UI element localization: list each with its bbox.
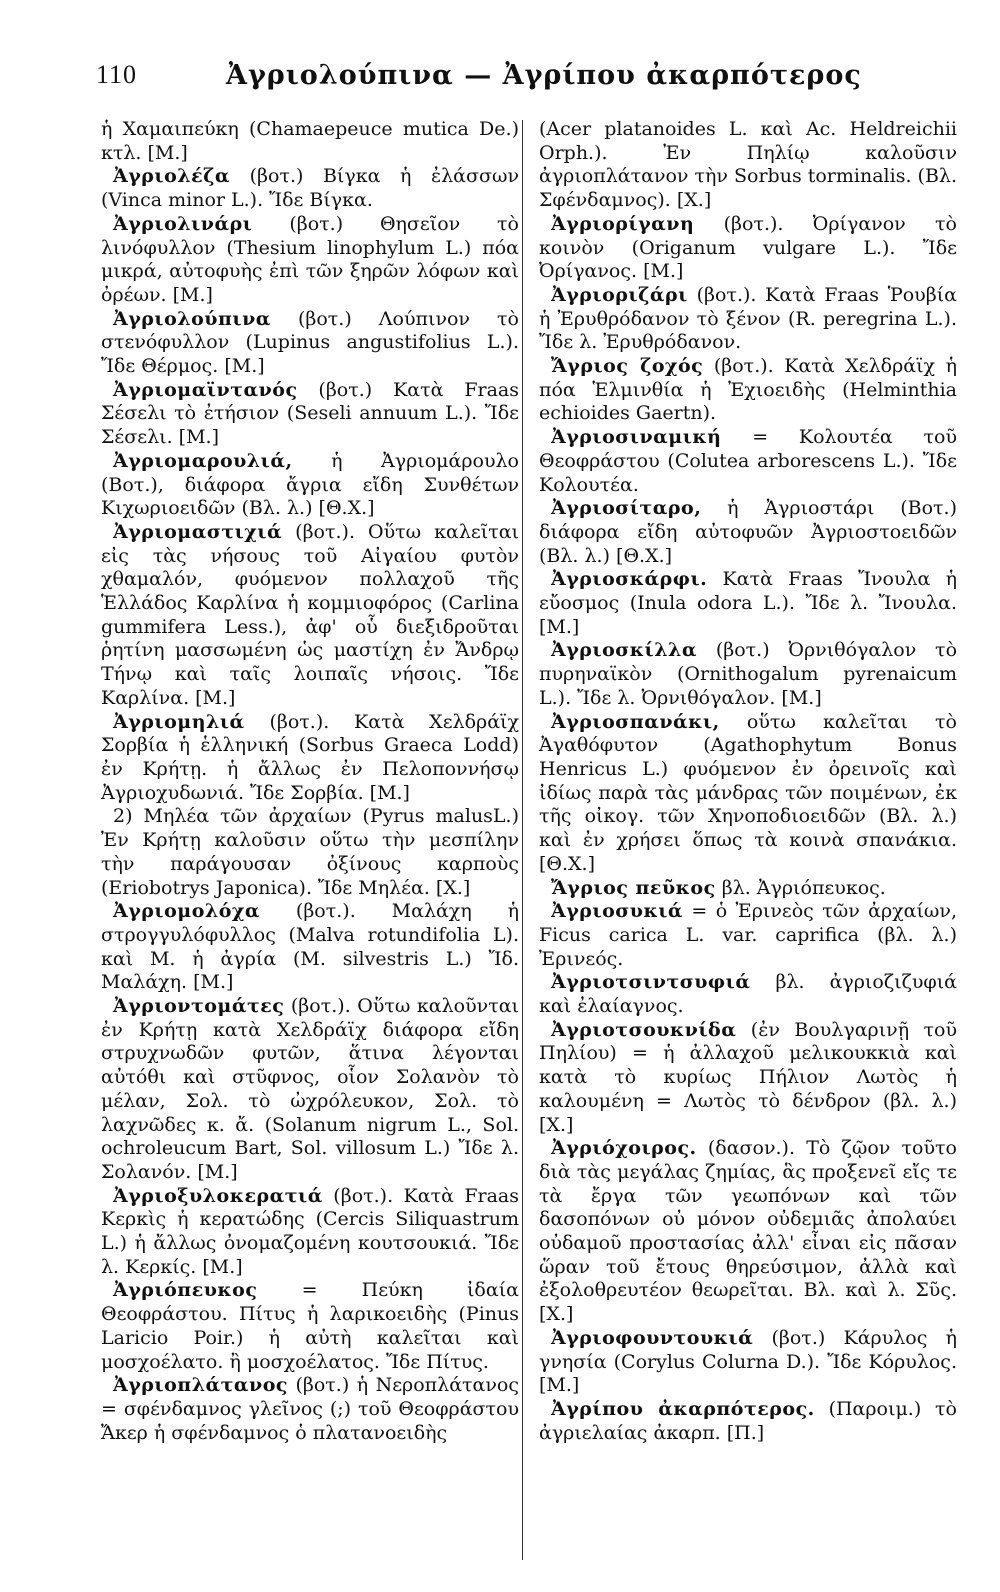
entry-text: ἡ Χαμαιπεύκη (Chamaepeuce mutica De.) κτλ. [Μ.] <box>101 118 519 164</box>
entry-text: = Πεύκη ἰδαία Θεοφράστου. Πίτυς ἡ λαρικοειδὴς (Pinus Laricio Poir.) ἡ αὐτὴ καλεῖται καὶ μοσχοέλατο. ἢ μοσχοέλατος. Ἴδε Πίτυς. <box>101 1279 519 1373</box>
dictionary-entry <box>101 213 519 308</box>
entry-headword: Ἀγριομαϊντανός <box>113 378 298 401</box>
dictionary-entry <box>101 308 519 379</box>
entry-headword: Ἀγριοσιναμική <box>551 426 722 449</box>
entry-text: (ἐν Βουλγαρινῇ τοῦ Πηλίου) = ἡ ἀλλαχοῦ μελικουκκιὰ καὶ κατὰ τὸ κυρίως Πήλιον Λωτὸς ἡ καλουμένη = Λωτὸς τὸ δένδρον (βλ. λ.) [Χ.] <box>539 1018 957 1136</box>
dictionary-entry <box>539 118 957 213</box>
dictionary-entry <box>539 284 957 355</box>
page-header <box>96 60 976 100</box>
entry-headword: Ἀγριοτσιντσυφιά <box>551 971 751 994</box>
dictionary-entry <box>539 355 957 426</box>
dictionary-entry <box>539 971 957 1018</box>
dictionary-entry <box>101 711 519 806</box>
entry-text: 2) Μηλέα τῶν ἀρχαίων (Pyrus malusL.) Ἐν Κρήτῃ καλοῦσιν οὕτω τὴν μεσπίλην τὴν παράγουσαν ὀξίνους καρποὺς (Eriobotrys Japonica). Ἴδε Μηλέα. [Χ.] <box>101 805 519 899</box>
dictionary-entry <box>539 877 957 901</box>
entry-text: (βοτ.). Οὕτω καλεῖται εἰς τὰς νήσους τοῦ Αἰγαίου φυτὸν χθαμαλόν, φυόμενον πολλαχοῦ τῆς Ἑλλάδος Καρλίνα ἡ κομμιοφόρος (Carlina gummifera Less.), ἀφ' οὗ διεξιδροῦται ῥητίνη μασσωμένη ὡς μαστίχη ἐν Ἄνδρῳ Τήνῳ καὶ ταῖς λοιπαῖς νήσοις. Ἴδε Καρλίνα. [Μ.] <box>101 520 519 709</box>
entry-text: Κατὰ Fraas Ἴνουλα ἡ εὔοσμος (Inula odora L.). Ἴδε λ. Ἴνουλα. [Μ.] <box>539 568 958 638</box>
entry-headword: Ἀγριομολόχα <box>113 900 260 923</box>
entry-text: (δασον.). Τὸ ζῷον τοῦτο διὰ τὰς μεγάλας ζημίας, ἃς προξενεῖ εἴς τε τὰ ἔργα τῶν γεωπόνων καὶ τῶν δασοπόνων οὐ μόνον οὐδεμιᾶς ἀπολαύει οὐδαμοῦ προστασίας ἀλλ' εἶναι εἰς πᾶσαν ὥραν τοῦ ἔτους θηρεύσιμον, ἀλλὰ καὶ ἐξολοθρευτέον θεωρεῖται. Βλ. καὶ λ. Σῦς. [Χ.] <box>539 1137 957 1326</box>
dictionary-entry <box>539 568 957 639</box>
entry-headword: Ἀγριοσκάρφι. <box>551 568 708 591</box>
dictionary-entry <box>539 1019 957 1138</box>
entry-text: (βοτ.) ἡ Νεροπλάτανος = σφένδαμνος γλεῖνος (;) τοῦ Θεοφράστου Ἄκερ ἡ σφένδαμνος ὁ πλατανοειδὴς <box>101 1374 519 1444</box>
entry-headword: Ἀγριοφουντουκιά <box>551 1326 754 1349</box>
dictionary-entry <box>101 900 519 995</box>
entry-text: βλ. Ἀγριόπευκος. <box>721 876 886 899</box>
dictionary-entry <box>539 1137 957 1327</box>
entry-text: (βοτ.) Κάρυλος ἡ γνησία (Corylus Colurna D.). Ἴδε Κόρυλος. [Μ.] <box>539 1326 957 1397</box>
dictionary-entry <box>101 521 519 711</box>
dictionary-entry <box>539 497 957 568</box>
dictionary-entry <box>101 1374 519 1445</box>
entry-text: (βοτ.). Οὕτω καλοῦνται ἐν Κρήτῃ κατὰ Χελδράϊχ διάφορα εἴδη στρυχνωδῶν φυτῶν, ἅτινα λέγονται αὐτόθι καὶ στῦφνος, οἷον Σολανὸν τὸ μέλαν, Σολ. τὸ ὠχρόλευκον, Σολ. τὸ λαχνῶδες κ. ἄ. (Solanum nigrum L., Sol. ochroleucum Bart, Sol. villosum L.) Ἴδε λ. Σολανόν. [Μ.] <box>101 995 519 1183</box>
entry-text: (βοτ.). Κατὰ Fraas Ῥουβία ἡ Ἐρυθρόδανον τὸ ξένον (R. peregrina L.). Ἴδε λ. Ἐρυθρόδανον. <box>539 283 957 354</box>
dictionary-entry <box>539 1327 957 1398</box>
dictionary-entry <box>101 450 519 521</box>
page-number: 110 <box>96 60 138 89</box>
entry-text: (βοτ.) Ὀρνιθόγαλον τὸ πυρηναϊκὸν (Ornithogalum pyrenaicum L.). Ἴδε λ. Ὀρνιθόγαλον. [Μ.] <box>539 639 958 709</box>
entry-headword: Ἀγριοξυλοκερατιά <box>113 1184 323 1207</box>
dictionary-entry <box>539 1398 957 1445</box>
dictionary-entry <box>101 995 519 1185</box>
left-column <box>101 118 519 1445</box>
dictionary-entry <box>539 426 957 497</box>
entry-headword: Ἄγριος πεῦκος <box>551 876 716 899</box>
dictionary-entry <box>539 711 957 877</box>
dictionary-entry <box>539 213 957 284</box>
entry-headword: Ἀγριομηλιά <box>113 710 245 733</box>
entry-text: (βοτ.). Κατὰ Χελδράϊχ ἡ πόα Ἑλμινθία ἡ Ἐχιοειδὴς (Helminthia echioides Gaertn). <box>539 355 957 425</box>
entry-headword: Ἀγριόπευκος <box>113 1279 258 1302</box>
dictionary-entry <box>101 1185 519 1280</box>
dictionary-entry <box>101 165 519 212</box>
entry-text: (βοτ.) Λούπινον τὸ στενόφυλλον (Lupinus angustifolius L.). Ἴδε Θέρμος. [Μ.] <box>101 307 519 378</box>
entry-headword: Ἀγριοπλάτανος <box>113 1374 288 1397</box>
entry-headword: Ἀγριοσυκιά <box>551 900 684 923</box>
entry-text: (Παροιμ.) τὸ ἀγριελαίας ἀκαρπ. [Π.] <box>539 1397 957 1444</box>
dictionary-entry <box>539 639 957 710</box>
entry-text: ἡ Ἀγριοστάρι (Βοτ.) διάφορα εἴδη αὐτοφυῶν Ἀγριοστοειδῶν (Βλ. λ.) [Θ.Χ.] <box>539 497 957 567</box>
entry-headword: Ἀγριόχοιρος. <box>551 1137 697 1160</box>
entry-text: (βοτ.). Κατὰ Fraas Κερκὶς ἡ κερατώδης (Cercis Siliquastrum L.) ἡ ἄλλως ὀνομαζομένη κουτσουκιά. Ἴδε λ. Κερκίς. [Μ.] <box>101 1184 519 1278</box>
entry-text: βλ. ἀγριοζιζυφιά καὶ ἐλαίαγνος. <box>539 971 957 1018</box>
entry-headword: Ἀγριοτσουκνίδα <box>551 1018 737 1041</box>
entry-text: (βοτ.). Ὀρίγανον τὸ κοινὸν (Origanum vulgare L.). Ἴδε Ὀρίγανος. [Μ.] <box>539 212 957 283</box>
entry-headword: Ἀγριοσκίλλα <box>551 639 697 662</box>
entry-headword: Ἀγριομαστιχιά <box>113 520 283 543</box>
entry-text: ἡ Ἀγριομάρουλο (Βοτ.), διάφορα ἄγρια εἴδη Συνθέτων Κιχωριοειδῶν (Βλ. λ.) [Θ.Χ.] <box>101 449 519 520</box>
entry-text: (βοτ.) Βίγκα ἡ ἐλάσσων (Vinca minor L.). Ἴδε Βίγκα. <box>101 165 519 212</box>
dictionary-entry <box>101 118 519 165</box>
entry-headword: Ἀγριολινάρι <box>113 212 253 235</box>
entry-text: (Acer platanoides L. καὶ Ac. Heldreichii Orph.). Ἐν Πηλίῳ καλοῦσιν ἀγριοπλάτανον τὴν Sorbus torminalis. (Βλ. Σφένδαμνος). [Χ.] <box>539 118 957 212</box>
entry-headword: Ἀγριομαρουλιά, <box>113 449 293 472</box>
right-column <box>539 118 957 1445</box>
entry-text: (βοτ.). Κατὰ Χελδράϊχ Σορβία ἡ ἑλληνική (Sorbus Graeca Lodd) ἐν Κρήτῃ. ἡ ἄλλως ἐν Πελοποννήσῳ Ἀγριοχυδωνιά. Ἴδε Σορβία. [Μ.] <box>101 710 519 804</box>
entry-headword: Ἀγριορίγανη <box>551 212 695 235</box>
entry-text: = Κολουτέα τοῦ Θεοφράστου (Colutea arborescens L.). Ἴδε Κολουτέα. <box>539 426 957 496</box>
dictionary-entry <box>101 1279 519 1374</box>
entry-headword: Ἀγριοσίταρο, <box>551 497 702 520</box>
entry-text: (βοτ.) Θησεῖον τὸ λινόφυλλον (Thesium linophylum L.) πόα μικρά, αὐτοφυὴς ἐπὶ τῶν ξηρῶν λόφων καὶ ὀρέων. [Μ.] <box>101 212 519 306</box>
entry-headword: Ἄγριος ζοχός <box>551 355 704 378</box>
entry-headword: Ἀγριοριζάρι <box>551 283 688 306</box>
column-divider <box>522 120 523 1560</box>
entry-headword: Ἀγριοσπανάκι, <box>551 710 720 733</box>
entry-headword: Ἀγριολέζα <box>113 165 231 188</box>
running-title: Ἀγριολούπινα — Ἀγρίπου ἀκαρπότερος <box>226 60 862 91</box>
entry-text: οὕτω καλεῖται τὸ Ἀγαθόφυτον (Agathophytum Bonus Henricus L.) φυόμενον ἐν ὀρεινοῖς καὶ ἰδίως παρὰ τὰς μάνδρας τῶν ποιμένων, ἐκ τῆς οἰκογ. τῶν Χηνοποδιοειδῶν (Βλ. λ.) καὶ ἐν χρήσει ὅπως τὰ κοινὰ σπανάκια. [Θ.Χ.] <box>539 710 958 875</box>
entry-headword: Ἀγριολούπινα <box>113 307 271 330</box>
dictionary-entry <box>101 379 519 450</box>
dictionary-entry <box>101 805 519 900</box>
entry-headword: Ἀγρίπου ἀκαρπότερος. <box>551 1397 815 1420</box>
entry-text: (βοτ.). Μαλάχη ἡ στρογγυλόφυλλος (Malva rotundifolia L). καὶ Μ. ἡ ἀγρία (M. silvestris L.) Ἴδ. Μαλάχη. [Μ.] <box>101 900 520 994</box>
dictionary-entry <box>539 900 957 971</box>
entry-text: = ὁ Ἐρινεὸς τῶν ἀρχαίων, Ficus carica L. var. caprifica (βλ. λ.) Ἐρινεός. <box>539 900 957 970</box>
entry-headword: Ἀγριοντομάτες <box>113 995 285 1018</box>
entry-text: (βοτ.) Κατὰ Fraas Σέσελι τὸ ἐτήσιον (Seseli annuum L.). Ἴδε Σέσελι. [Μ.] <box>101 378 519 449</box>
